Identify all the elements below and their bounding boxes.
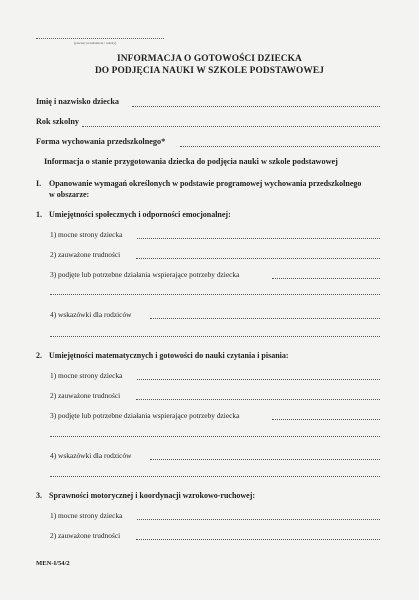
field-label-school-year: Rok szkolny: [36, 117, 79, 126]
s1-line-support[interactable]: [272, 278, 380, 279]
s2-line-tips-2[interactable]: [50, 476, 380, 477]
field-line-preschool-form[interactable]: [180, 146, 380, 147]
form-code: MEN-I/54/2: [36, 560, 70, 567]
s2-line-support-2[interactable]: [50, 436, 380, 437]
title-line-1: INFORMACJA O GOTOWOŚCI DZIECKA: [117, 54, 302, 64]
s1-item-tips: 4) wskazówki dla rodziców: [50, 310, 132, 319]
field-line-school-year[interactable]: [82, 126, 380, 127]
part-1-number: I.: [36, 179, 42, 188]
section-2-number: 2.: [36, 351, 42, 360]
s2-line-strengths[interactable]: [137, 379, 380, 380]
field-label-preschool-form: Forma wychowania przedszkolnego*: [36, 137, 166, 146]
stamp-dotted-line: [36, 38, 164, 39]
s1-item-difficulties: 2) zauważone trudności: [50, 250, 121, 259]
s3-line-difficulties[interactable]: [136, 539, 380, 540]
s1-item-support: 3) podjęte lub potrzebne działania wspierające potrzeby dziecka: [50, 270, 240, 279]
s3-line-strengths[interactable]: [137, 519, 380, 520]
section-3-title: Sprawności motorycznej i koordynacji wzrokowo-ruchowej:: [49, 491, 256, 500]
s3-item-difficulties: 2) zauważone trudności: [50, 531, 121, 540]
s2-item-strengths: 1) mocne strony dziecka: [50, 371, 123, 380]
section-1-title: Umiejętności społecznych i odporności emocjonalnej:: [49, 210, 231, 219]
s1-item-strengths: 1) mocne strony dziecka: [50, 230, 123, 239]
section-2-title: Umiejętności matematycznych i gotowości do nauki czytania i pisania:: [49, 351, 289, 360]
s1-line-tips-2[interactable]: [50, 336, 380, 337]
s1-line-support-2[interactable]: [50, 294, 380, 295]
field-label-name: Imię i nazwisko dziecka: [36, 97, 120, 106]
section-1-number: 1.: [36, 210, 42, 219]
s2-item-tips: 4) wskazówki dla rodziców: [50, 451, 132, 460]
section-3-number: 3.: [36, 491, 42, 500]
field-line-name[interactable]: [132, 106, 380, 107]
s1-line-difficulties[interactable]: [136, 258, 380, 259]
title-line-2: DO PODJĘCIA NAUKI W SZKOLE PODSTAWOWEJ: [94, 66, 325, 76]
s2-item-difficulties: 2) zauważone trudności: [50, 391, 121, 400]
part-1-text-line-1: Opanowanie wymagań określonych w podstawie programowej wychowania przedszkolnego: [49, 179, 362, 188]
s2-line-tips[interactable]: [150, 459, 380, 460]
s2-line-support[interactable]: [272, 419, 380, 420]
s3-item-strengths: 1) mocne strony dziecka: [50, 511, 123, 520]
s1-line-strengths[interactable]: [137, 238, 380, 239]
s2-item-support: 3) podjęte lub potrzebne działania wspierające potrzeby dziecka: [50, 411, 240, 420]
subtitle: Informacja o stanie przygotowania dziecka do podjęcia nauki w szkole podstawowej: [44, 157, 338, 166]
s1-line-tips[interactable]: [150, 318, 380, 319]
stamp-caption: (pieczęć przedszkola / szkoły): [74, 41, 117, 45]
part-1-text-line-2: w obszarze:: [49, 190, 90, 199]
s2-line-difficulties[interactable]: [136, 399, 380, 400]
